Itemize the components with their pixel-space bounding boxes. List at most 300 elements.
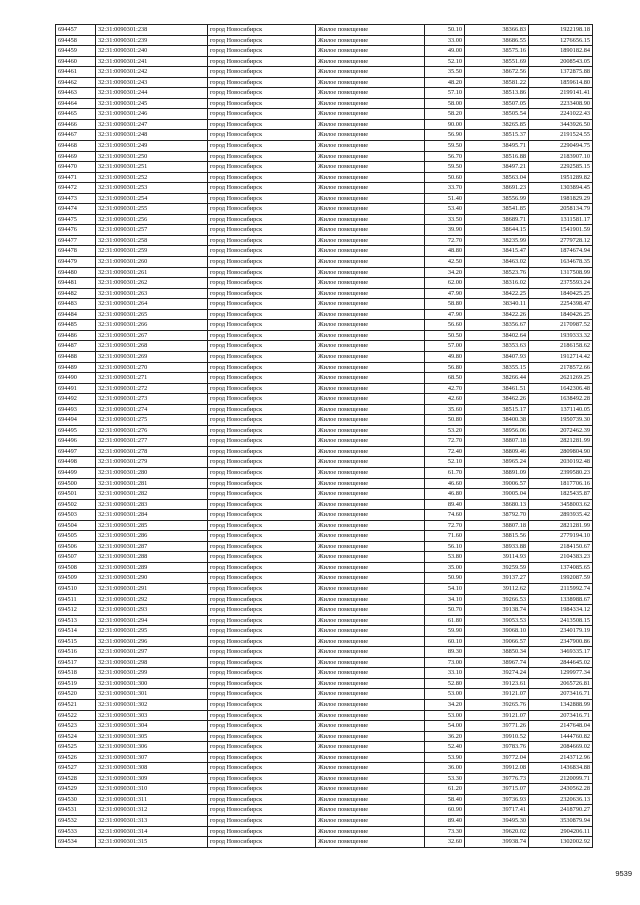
cadastral-value-cell: 2340179.19 xyxy=(529,626,593,637)
cadastral-number: 32:31:0090301:241 xyxy=(96,56,208,67)
unit-value-cell: 38792.70 xyxy=(465,510,529,521)
purpose-cell: Жилое помещение xyxy=(316,573,425,584)
row-number: 694508 xyxy=(56,562,96,573)
unit-value-cell: 38366.83 xyxy=(465,25,529,36)
row-number: 694460 xyxy=(56,56,96,67)
address-cell: город Новосибирск xyxy=(208,647,316,658)
address-cell: город Новосибирск xyxy=(208,278,316,289)
purpose-cell: Жилое помещение xyxy=(316,225,425,236)
address-cell: город Новосибирск xyxy=(208,794,316,805)
cadastral-value-cell: 1302002.92 xyxy=(529,837,593,848)
row-number: 694471 xyxy=(56,172,96,183)
row-number: 694459 xyxy=(56,46,96,57)
unit-value-cell: 39912.08 xyxy=(465,763,529,774)
unit-value-cell: 38581.22 xyxy=(465,77,529,88)
area-cell: 59.50 xyxy=(425,162,465,173)
purpose-cell: Жилое помещение xyxy=(316,267,425,278)
cadastral-number: 32:31:0090301:289 xyxy=(96,562,208,573)
cadastral-value-cell: 2115992.74 xyxy=(529,583,593,594)
row-number: 694493 xyxy=(56,404,96,415)
unit-value-cell: 39620.02 xyxy=(465,826,529,837)
table-row xyxy=(56,826,593,837)
purpose-cell: Жилое помещение xyxy=(316,678,425,689)
address-cell: город Новосибирск xyxy=(208,214,316,225)
cadastral-value-cell: 1303894.45 xyxy=(529,183,593,194)
row-number: 694472 xyxy=(56,183,96,194)
address-cell: город Новосибирск xyxy=(208,162,316,173)
address-cell: город Новосибирск xyxy=(208,583,316,594)
unit-value-cell: 39772.04 xyxy=(465,752,529,763)
table-row xyxy=(56,77,593,88)
row-number: 694504 xyxy=(56,520,96,531)
area-cell: 72.40 xyxy=(425,446,465,457)
area-cell: 56.90 xyxy=(425,130,465,141)
unit-value-cell: 38815.56 xyxy=(465,531,529,542)
area-cell: 89.40 xyxy=(425,499,465,510)
address-cell: город Новосибирск xyxy=(208,415,316,426)
purpose-cell: Жилое помещение xyxy=(316,46,425,57)
cadastral-number: 32:31:0090301:309 xyxy=(96,773,208,784)
cadastral-number: 32:31:0090301:288 xyxy=(96,552,208,563)
area-cell: 53.40 xyxy=(425,204,465,215)
area-cell: 52.10 xyxy=(425,457,465,468)
address-cell: город Новосибирск xyxy=(208,98,316,109)
purpose-cell: Жилое помещение xyxy=(316,499,425,510)
purpose-cell: Жилое помещение xyxy=(316,362,425,373)
purpose-cell: Жилое помещение xyxy=(316,246,425,257)
purpose-cell: Жилое помещение xyxy=(316,299,425,310)
table-row xyxy=(56,573,593,584)
table-row xyxy=(56,98,593,109)
cadastral-value-cell: 2779194.10 xyxy=(529,531,593,542)
address-cell: город Новосибирск xyxy=(208,362,316,373)
purpose-cell: Жилое помещение xyxy=(316,35,425,46)
row-number: 694498 xyxy=(56,457,96,468)
row-number: 694488 xyxy=(56,351,96,362)
row-number: 694525 xyxy=(56,742,96,753)
purpose-cell: Жилое помещение xyxy=(316,816,425,827)
area-cell: 39.90 xyxy=(425,225,465,236)
address-cell: город Новосибирск xyxy=(208,351,316,362)
unit-value-cell: 38353.63 xyxy=(465,341,529,352)
purpose-cell: Жилое помещение xyxy=(316,415,425,426)
cadastral-value-cell: 1374085.65 xyxy=(529,562,593,573)
purpose-cell: Жилое помещение xyxy=(316,341,425,352)
address-cell: город Новосибирск xyxy=(208,436,316,447)
row-number: 694499 xyxy=(56,467,96,478)
area-cell: 60.90 xyxy=(425,805,465,816)
unit-value-cell: 38644.15 xyxy=(465,225,529,236)
purpose-cell: Жилое помещение xyxy=(316,784,425,795)
area-cell: 49.80 xyxy=(425,351,465,362)
address-cell: город Новосибирск xyxy=(208,267,316,278)
purpose-cell: Жилое помещение xyxy=(316,605,425,616)
unit-value-cell: 38513.86 xyxy=(465,88,529,99)
purpose-cell: Жилое помещение xyxy=(316,794,425,805)
row-number: 694470 xyxy=(56,162,96,173)
unit-value-cell: 39495.30 xyxy=(465,816,529,827)
cadastral-number: 32:31:0090301:284 xyxy=(96,510,208,521)
area-cell: 33.70 xyxy=(425,183,465,194)
table-row xyxy=(56,204,593,215)
table-row xyxy=(56,626,593,637)
cadastral-value-cell: 2143712.96 xyxy=(529,752,593,763)
purpose-cell: Жилое помещение xyxy=(316,531,425,542)
cadastral-value-cell: 1859614.80 xyxy=(529,77,593,88)
cadastral-number: 32:31:0090301:293 xyxy=(96,605,208,616)
address-cell: город Новосибирск xyxy=(208,668,316,679)
address-cell: город Новосибирск xyxy=(208,510,316,521)
cadastral-number: 32:31:0090301:278 xyxy=(96,446,208,457)
purpose-cell: Жилое помещение xyxy=(316,478,425,489)
purpose-cell: Жилое помещение xyxy=(316,404,425,415)
cadastral-value-cell: 2347900.86 xyxy=(529,636,593,647)
table-row xyxy=(56,731,593,742)
area-cell: 59.90 xyxy=(425,626,465,637)
area-cell: 48.80 xyxy=(425,246,465,257)
table-row xyxy=(56,594,593,605)
area-cell: 33.10 xyxy=(425,668,465,679)
address-cell: город Новосибирск xyxy=(208,657,316,668)
row-number: 694520 xyxy=(56,689,96,700)
unit-value-cell: 39137.27 xyxy=(465,573,529,584)
table-row xyxy=(56,541,593,552)
purpose-cell: Жилое помещение xyxy=(316,320,425,331)
area-cell: 74.60 xyxy=(425,510,465,521)
purpose-cell: Жилое помещение xyxy=(316,309,425,320)
cadastral-value-cell: 2254398.47 xyxy=(529,299,593,310)
table-row xyxy=(56,837,593,848)
cadastral-value-cell: 2821281.99 xyxy=(529,520,593,531)
table-row xyxy=(56,742,593,753)
cadastral-number: 32:31:0090301:263 xyxy=(96,288,208,299)
address-cell: город Новосибирск xyxy=(208,499,316,510)
cadastral-value-cell: 1638492.28 xyxy=(529,394,593,405)
purpose-cell: Жилое помещение xyxy=(316,562,425,573)
cadastral-value-cell: 1939333.32 xyxy=(529,330,593,341)
row-number: 694496 xyxy=(56,436,96,447)
purpose-cell: Жилое помещение xyxy=(316,383,425,394)
cadastral-number: 32:31:0090301:264 xyxy=(96,299,208,310)
unit-value-cell: 38556.99 xyxy=(465,193,529,204)
area-cell: 32.60 xyxy=(425,837,465,848)
table-row xyxy=(56,309,593,320)
address-cell: город Новосибирск xyxy=(208,425,316,436)
area-cell: 35.60 xyxy=(425,404,465,415)
area-cell: 47.90 xyxy=(425,288,465,299)
cadastral-number: 32:31:0090301:244 xyxy=(96,88,208,99)
row-number: 694465 xyxy=(56,109,96,120)
table-row xyxy=(56,25,593,36)
area-cell: 56.60 xyxy=(425,320,465,331)
row-number: 694494 xyxy=(56,415,96,426)
area-cell: 58.80 xyxy=(425,299,465,310)
address-cell: город Новосибирск xyxy=(208,130,316,141)
cadastral-number: 32:31:0090301:280 xyxy=(96,467,208,478)
cadastral-number: 32:31:0090301:261 xyxy=(96,267,208,278)
unit-value-cell: 38516.88 xyxy=(465,151,529,162)
purpose-cell: Жилое помещение xyxy=(316,467,425,478)
table-row xyxy=(56,119,593,130)
cadastral-value-cell: 1984334.12 xyxy=(529,605,593,616)
area-cell: 53.00 xyxy=(425,710,465,721)
table-row xyxy=(56,816,593,827)
row-number: 694522 xyxy=(56,710,96,721)
address-cell: город Новосибирск xyxy=(208,467,316,478)
row-number: 694505 xyxy=(56,531,96,542)
cadastral-value-cell: 1950739.30 xyxy=(529,415,593,426)
address-cell: город Новосибирск xyxy=(208,784,316,795)
row-number: 694497 xyxy=(56,446,96,457)
purpose-cell: Жилое помещение xyxy=(316,489,425,500)
purpose-cell: Жилое помещение xyxy=(316,700,425,711)
purpose-cell: Жилое помещение xyxy=(316,278,425,289)
row-number: 694532 xyxy=(56,816,96,827)
unit-value-cell: 38965.24 xyxy=(465,457,529,468)
address-cell: город Новосибирск xyxy=(208,636,316,647)
purpose-cell: Жилое помещение xyxy=(316,288,425,299)
address-cell: город Новосибирск xyxy=(208,446,316,457)
row-number: 694481 xyxy=(56,278,96,289)
purpose-cell: Жилое помещение xyxy=(316,25,425,36)
table-row xyxy=(56,246,593,257)
unit-value-cell: 39138.74 xyxy=(465,605,529,616)
unit-value-cell: 39938.74 xyxy=(465,837,529,848)
unit-value-cell: 38462.26 xyxy=(465,394,529,405)
area-cell: 50.90 xyxy=(425,573,465,584)
purpose-cell: Жилое помещение xyxy=(316,583,425,594)
cadastral-number: 32:31:0090301:245 xyxy=(96,98,208,109)
table-row xyxy=(56,436,593,447)
area-cell: 54.10 xyxy=(425,583,465,594)
cadastral-number: 32:31:0090301:296 xyxy=(96,636,208,647)
row-number: 694529 xyxy=(56,784,96,795)
unit-value-cell: 39274.24 xyxy=(465,668,529,679)
purpose-cell: Жилое помещение xyxy=(316,657,425,668)
cadastral-number: 32:31:0090301:315 xyxy=(96,837,208,848)
purpose-cell: Жилое помещение xyxy=(316,837,425,848)
cadastral-number: 32:31:0090301:297 xyxy=(96,647,208,658)
area-cell: 52.80 xyxy=(425,678,465,689)
address-cell: город Новосибирск xyxy=(208,67,316,78)
registry-table xyxy=(55,24,593,848)
purpose-cell: Жилое помещение xyxy=(316,721,425,732)
cadastral-value-cell: 3458003.62 xyxy=(529,499,593,510)
area-cell: 46.80 xyxy=(425,489,465,500)
cadastral-number: 32:31:0090301:294 xyxy=(96,615,208,626)
table-row xyxy=(56,773,593,784)
cadastral-number: 32:31:0090301:303 xyxy=(96,710,208,721)
cadastral-number: 32:31:0090301:283 xyxy=(96,499,208,510)
unit-value-cell: 39066.57 xyxy=(465,636,529,647)
address-cell: город Новосибирск xyxy=(208,489,316,500)
address-cell: город Новосибирск xyxy=(208,457,316,468)
purpose-cell: Жилое помещение xyxy=(316,626,425,637)
address-cell: город Новосибирск xyxy=(208,700,316,711)
unit-value-cell: 39259.59 xyxy=(465,562,529,573)
unit-value-cell: 38967.74 xyxy=(465,657,529,668)
unit-value-cell: 38809.46 xyxy=(465,446,529,457)
purpose-cell: Жилое помещение xyxy=(316,805,425,816)
row-number: 694480 xyxy=(56,267,96,278)
purpose-cell: Жилое помещение xyxy=(316,541,425,552)
unit-value-cell: 39717.41 xyxy=(465,805,529,816)
address-cell: город Новосибирск xyxy=(208,573,316,584)
table-row xyxy=(56,425,593,436)
row-number: 694492 xyxy=(56,394,96,405)
row-number: 694476 xyxy=(56,225,96,236)
row-number: 694524 xyxy=(56,731,96,742)
row-number: 694528 xyxy=(56,773,96,784)
unit-value-cell: 38515.37 xyxy=(465,130,529,141)
address-cell: город Новосибирск xyxy=(208,816,316,827)
table-row xyxy=(56,647,593,658)
address-cell: город Новосибирск xyxy=(208,141,316,152)
address-cell: город Новосибирск xyxy=(208,183,316,194)
address-cell: город Новосибирск xyxy=(208,773,316,784)
cadastral-number: 32:31:0090301:266 xyxy=(96,320,208,331)
cadastral-value-cell: 1371140.05 xyxy=(529,404,593,415)
table-row xyxy=(56,288,593,299)
unit-value-cell: 38422.26 xyxy=(465,309,529,320)
address-cell: город Новосибирск xyxy=(208,88,316,99)
cadastral-value-cell: 2084669.02 xyxy=(529,742,593,753)
cadastral-value-cell: 2290494.75 xyxy=(529,141,593,152)
address-cell: город Новосибирск xyxy=(208,531,316,542)
purpose-cell: Жилое помещение xyxy=(316,67,425,78)
cadastral-number: 32:31:0090301:253 xyxy=(96,183,208,194)
cadastral-number: 32:31:0090301:287 xyxy=(96,541,208,552)
table-row xyxy=(56,605,593,616)
table-row xyxy=(56,678,593,689)
area-cell: 53.20 xyxy=(425,425,465,436)
cadastral-number: 32:31:0090301:285 xyxy=(96,520,208,531)
area-cell: 50.10 xyxy=(425,25,465,36)
cadastral-value-cell: 2844645.02 xyxy=(529,657,593,668)
cadastral-value-cell: 2170987.52 xyxy=(529,320,593,331)
area-cell: 58.40 xyxy=(425,794,465,805)
cadastral-number: 32:31:0090301:249 xyxy=(96,141,208,152)
area-cell: 53.90 xyxy=(425,752,465,763)
purpose-cell: Жилое помещение xyxy=(316,446,425,457)
registry-table-body xyxy=(56,25,593,848)
row-number: 694509 xyxy=(56,573,96,584)
table-row xyxy=(56,689,593,700)
row-number: 694510 xyxy=(56,583,96,594)
cadastral-number: 32:31:0090301:282 xyxy=(96,489,208,500)
address-cell: город Новосибирск xyxy=(208,520,316,531)
unit-value-cell: 38680.13 xyxy=(465,499,529,510)
cadastral-number: 32:31:0090301:238 xyxy=(96,25,208,36)
row-number: 694518 xyxy=(56,668,96,679)
address-cell: город Новосибирск xyxy=(208,562,316,573)
table-row xyxy=(56,46,593,57)
row-number: 694513 xyxy=(56,615,96,626)
unit-value-cell: 38355.15 xyxy=(465,362,529,373)
row-number: 694473 xyxy=(56,193,96,204)
row-number: 694491 xyxy=(56,383,96,394)
cadastral-value-cell: 2779728.12 xyxy=(529,235,593,246)
cadastral-value-cell: 1922198.18 xyxy=(529,25,593,36)
table-row xyxy=(56,552,593,563)
purpose-cell: Жилое помещение xyxy=(316,425,425,436)
cadastral-number: 32:31:0090301:302 xyxy=(96,700,208,711)
row-number: 694523 xyxy=(56,721,96,732)
table-row xyxy=(56,615,593,626)
table-row xyxy=(56,668,593,679)
address-cell: город Новосибирск xyxy=(208,77,316,88)
purpose-cell: Жилое помещение xyxy=(316,172,425,183)
table-row xyxy=(56,330,593,341)
table-row xyxy=(56,320,593,331)
purpose-cell: Жилое помещение xyxy=(316,731,425,742)
cadastral-value-cell: 2073416.71 xyxy=(529,710,593,721)
unit-value-cell: 38551.69 xyxy=(465,56,529,67)
table-row xyxy=(56,562,593,573)
row-number: 694469 xyxy=(56,151,96,162)
address-cell: город Новосибирск xyxy=(208,404,316,415)
unit-value-cell: 38563.04 xyxy=(465,172,529,183)
cadastral-value-cell: 2058134.79 xyxy=(529,204,593,215)
row-number: 694512 xyxy=(56,605,96,616)
unit-value-cell: 38691.23 xyxy=(465,183,529,194)
cadastral-value-cell: 2147648.04 xyxy=(529,721,593,732)
purpose-cell: Жилое помещение xyxy=(316,130,425,141)
address-cell: город Новосибирск xyxy=(208,742,316,753)
area-cell: 56.80 xyxy=(425,362,465,373)
cadastral-number: 32:31:0090301:298 xyxy=(96,657,208,668)
address-cell: город Новосибирск xyxy=(208,151,316,162)
table-row xyxy=(56,373,593,384)
unit-value-cell: 38507.05 xyxy=(465,98,529,109)
cadastral-number: 32:31:0090301:251 xyxy=(96,162,208,173)
cadastral-number: 32:31:0090301:277 xyxy=(96,436,208,447)
row-number: 694521 xyxy=(56,700,96,711)
table-row xyxy=(56,784,593,795)
address-cell: город Новосибирск xyxy=(208,805,316,816)
purpose-cell: Жилое помещение xyxy=(316,710,425,721)
cadastral-number: 32:31:0090301:279 xyxy=(96,457,208,468)
row-number: 694506 xyxy=(56,541,96,552)
row-number: 694484 xyxy=(56,309,96,320)
unit-value-cell: 38523.76 xyxy=(465,267,529,278)
cadastral-number: 32:31:0090301:259 xyxy=(96,246,208,257)
cadastral-number: 32:31:0090301:262 xyxy=(96,278,208,289)
row-number: 694490 xyxy=(56,373,96,384)
cadastral-number: 32:31:0090301:290 xyxy=(96,573,208,584)
area-cell: 60.10 xyxy=(425,636,465,647)
address-cell: город Новосибирск xyxy=(208,541,316,552)
purpose-cell: Жилое помещение xyxy=(316,373,425,384)
unit-value-cell: 38265.85 xyxy=(465,119,529,130)
table-row xyxy=(56,394,593,405)
row-number: 694500 xyxy=(56,478,96,489)
cadastral-value-cell: 1817706.16 xyxy=(529,478,593,489)
purpose-cell: Жилое помещение xyxy=(316,162,425,173)
cadastral-number: 32:31:0090301:300 xyxy=(96,678,208,689)
row-number: 694487 xyxy=(56,341,96,352)
purpose-cell: Жилое помещение xyxy=(316,636,425,647)
row-number: 694514 xyxy=(56,626,96,637)
purpose-cell: Жилое помещение xyxy=(316,773,425,784)
cadastral-value-cell: 1317508.99 xyxy=(529,267,593,278)
cadastral-number: 32:31:0090301:250 xyxy=(96,151,208,162)
cadastral-number: 32:31:0090301:275 xyxy=(96,415,208,426)
cadastral-value-cell: 2375593.24 xyxy=(529,278,593,289)
cadastral-value-cell: 1890182.84 xyxy=(529,46,593,57)
area-cell: 56.10 xyxy=(425,541,465,552)
purpose-cell: Жилое помещение xyxy=(316,647,425,658)
